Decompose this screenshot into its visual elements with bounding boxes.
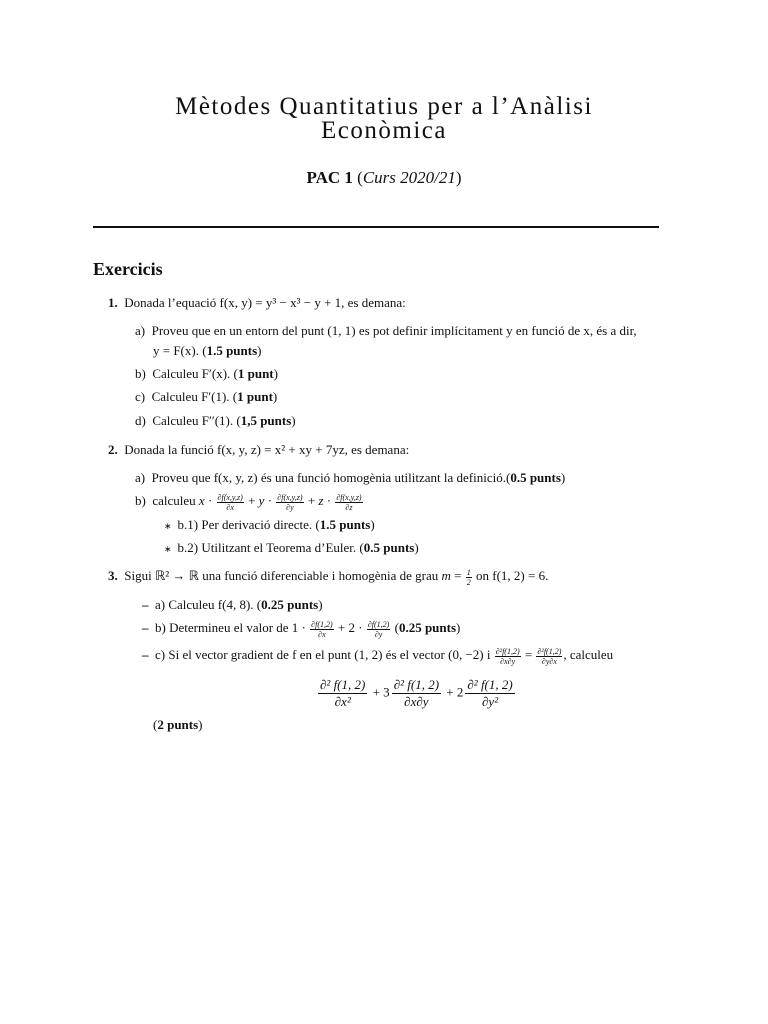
document-title-line1: Mètodes Quantitatius per a l’Anàlisi [175, 93, 593, 120]
dash-icon: – [142, 597, 149, 612]
exercise-1a-points: 1.5 punts [206, 343, 258, 358]
exercise-3b-text: b) Determineu el valor de 1 · [155, 620, 306, 635]
exercise-3c-text2: , calculeu [563, 647, 614, 662]
exercise-1c: c) Calculeu F′(1). (1 punt) [135, 389, 278, 404]
exercise-3a: – a) Calculeu f(4, 8). (0.25 punts) [142, 597, 323, 612]
formula-x: x [198, 493, 205, 508]
exercise-1d: d) Calculeu F′′(1). (1,5 punts) [135, 413, 296, 428]
exercise-2-stem [108, 442, 409, 458]
exercise-1a-text: Proveu que en un entorn del punt (1, 1) es pot definir implícitament y en funció de x, és a dir, [151, 323, 637, 338]
exercise-2b2-points: 0.5 punts [363, 540, 415, 555]
formula-z: z [318, 493, 324, 508]
display-formula: $\frac{\text{∂² f(1, 2)}}{\text{∂x²}}$ + 3 $\frac{\text{∂² f(1, 2)}}{\partial x\partial y}$ + 2 $\frac{\text{∂² f(1, 2)}}{\text{∂y²}}$ [320, 677, 513, 709]
exercise-1b-points: 1 punt [237, 366, 274, 381]
exercise-3c-points-line: (2 punts) [153, 717, 203, 732]
exercise-2-number: 2. [108, 442, 118, 457]
exercise-2b1-points: 1.5 punts [319, 517, 371, 532]
partial-f12-y: $\frac{\partial f(1,2)}{\partial y}$ [367, 619, 390, 639]
exercise-3a-points: 0.25 punts [261, 597, 319, 612]
document-title-line2: Econòmica [321, 117, 447, 144]
exercise-3c: – c) Si el vector gradient de f en el punt (1, 2) és el vector (0, −2) i $\frac{\text{∂²f(1,2)}}{\partial x\partial y}$ = $\frac{\text{∂²f(1,2)}}{\partial y\partial x}$ , calculeu [142, 646, 614, 666]
horizontal-rule [93, 226, 659, 228]
bullet-icon: ∗ [164, 544, 172, 554]
bullet-icon: ∗ [164, 521, 172, 531]
exercise-3-text-b: on f(1, 2) = 6. [476, 568, 549, 583]
exercise-2b1-text: b.1) Per derivació directe. ( [177, 517, 320, 532]
exercise-1c-points: 1 punt [237, 389, 273, 404]
exercise-1a-text2: y = F(x). ( [153, 343, 207, 358]
second-partial-yy: $\frac{\text{∂² f(1, 2)}}{\text{∂y²}}$ [467, 677, 513, 709]
partial-fy: $\frac{\partial f(x,y,z)}{\partial y}$ [277, 492, 303, 512]
item-label: b) [135, 493, 146, 508]
exercise-1-number: 1. [108, 295, 118, 310]
partial-fz: $\frac{\partial f(x,y,z)}{\partial z}$ [336, 492, 362, 512]
item-label: a) [135, 323, 146, 338]
course-open: ( [352, 168, 363, 187]
pac-label: PAC 1 [306, 168, 353, 187]
dash-icon: – [142, 647, 149, 662]
course-label: Curs 2020/21 [362, 168, 456, 187]
exercise-1b-text: Calculeu F′(x). ( [152, 366, 238, 381]
exercise-3-number: 3. [108, 568, 118, 583]
exercise-2a-points: 0.5 punts [510, 470, 561, 485]
exercise-3-text-a: Sigui ℝ² → ℝ una funció diferenciable i homogènia de grau [124, 568, 439, 583]
exercise-2b2-text: b.2) Utilitzant el Teorema d’Euler. ( [177, 540, 364, 555]
exercise-1a-cont: y = F(x). (1.5 punts) [153, 343, 262, 358]
exercise-1a [135, 323, 637, 339]
formula-m: m [441, 568, 451, 583]
exercise-1-text: Donada l’equació f(x, y) = y³ − x³ − y + 1, es demana: [124, 295, 406, 310]
second-partial-xx: $\frac{\text{∂² f(1, 2)}}{\text{∂x²}}$ [320, 677, 366, 709]
section-title: Exercicis [93, 259, 163, 279]
item-label: b) [135, 366, 146, 381]
exercise-3b-points: 0.25 punts [398, 620, 457, 635]
exercise-2b-text: calculeu [152, 493, 196, 508]
exercise-2b1: ∗ b.1) Per derivació directe. (1.5 punts) [164, 517, 375, 532]
item-label: c) [135, 389, 146, 404]
exercise-2a-text: Proveu que f(x, y, z) és una funció homogènia utilitzant la definició.( [151, 470, 511, 485]
partial-fx: $\frac{\partial f(x,y,z)}{\partial x}$ [217, 492, 243, 512]
item-label: d) [135, 413, 146, 428]
item-label: a) [135, 470, 146, 485]
dash-icon: – [142, 620, 149, 635]
exercise-2a: a) Proveu que f(x, y, z) és una funció homogènia utilitzant la definició.(0.5 punts) [135, 470, 566, 485]
exercise-3a-text: a) Calculeu f(4, 8). ( [155, 597, 262, 612]
exercise-2b2: ∗ b.2) Utilitzant el Teorema d’Euler. (0.5 punts) [164, 540, 419, 555]
fraction-one-half: $\frac{1}{2}$ [466, 567, 471, 587]
mixed-partial-yx: $\frac{\text{∂²f(1,2)}}{\partial y\partial x}$ [537, 646, 562, 666]
exercise-1d-text: Calculeu F′′(1). ( [152, 413, 241, 428]
partial-f12-x: $\frac{\partial f(1,2)}{\partial x}$ [311, 619, 333, 639]
formula-y: y [258, 493, 265, 508]
mixed-partial-xy: $\frac{\text{∂²f(1,2)}}{\partial x\partial y}$ [495, 646, 520, 666]
exercise-1c-text: Calculeu F′(1). ( [151, 389, 238, 404]
document-subtitle [0, 168, 768, 188]
exercise-3c-text: c) Si el vector gradient de f en el punt (1, 2) és el vector (0, −2) i [155, 647, 491, 662]
exercise-2-text: Donada la funció f(x, y, z) = x² + xy + 7yz, es demana: [124, 442, 410, 457]
exercise-1d-points: 1,5 punts [240, 413, 292, 428]
exercise-1-stem [108, 295, 406, 311]
exercise-3b: – b) Determineu el valor de 1 · $\frac{\partial f(1,2)}{\partial x}$ + 2 · $\frac{\partial f(1,2)}{\partial y}$ (0.25 punts) [142, 619, 461, 639]
course-close: ) [455, 168, 462, 187]
second-partial-xy: $\frac{\text{∂² f(1, 2)}}{\partial x\partial y}$ [393, 677, 440, 709]
exercise-3c-points: 2 punts [157, 717, 199, 732]
exercise-3-stem: 3. Sigui ℝ² → ℝ una funció diferenciable i homogènia de grau m = $\frac{1}{2}$ on f(1, 2) = 6. [108, 567, 549, 587]
exercise-2b: b) calculeu x · $\frac{\partial f(x,y,z)}{\partial x}$ + y · $\frac{\partial f(x,y,z)}{\partial y}$ + z · $\frac{\partial f(x,y,z)}{\partial z}$ [135, 492, 362, 512]
exercise-1b: b) Calculeu F′(x). (1 punt) [135, 366, 278, 381]
